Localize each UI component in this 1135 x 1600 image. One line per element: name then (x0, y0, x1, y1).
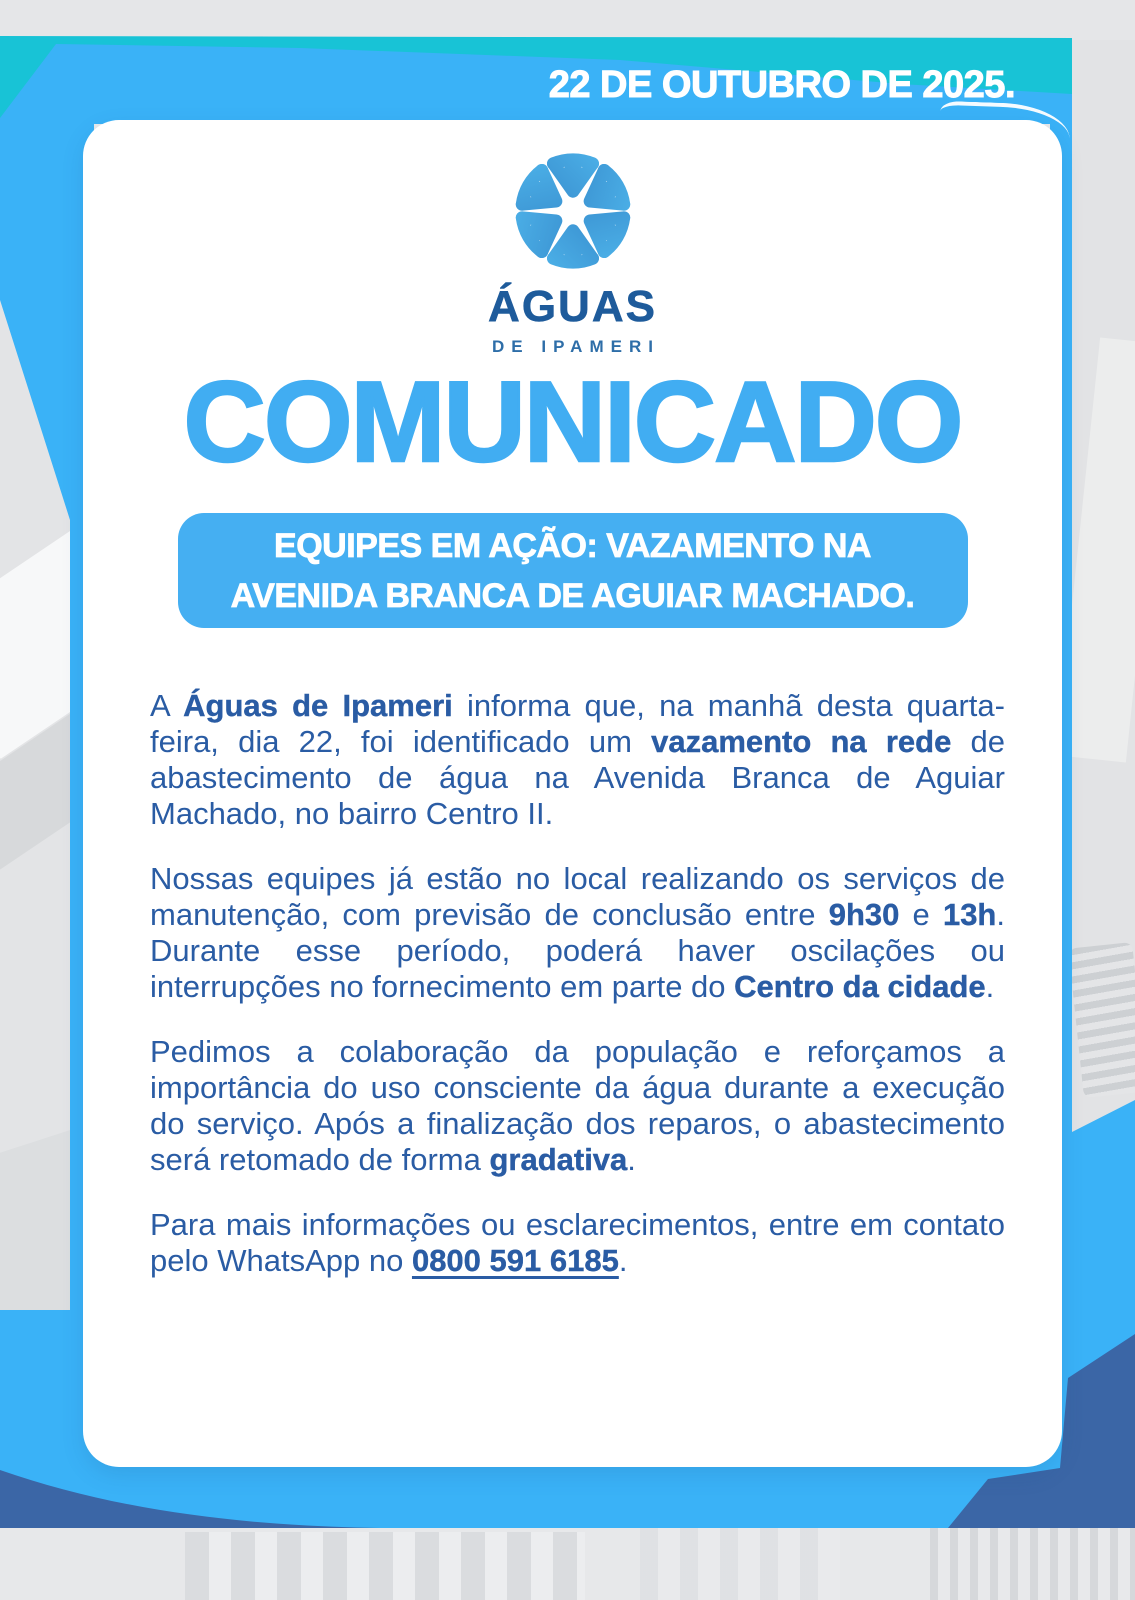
body-paragraph (150, 861, 1005, 1005)
aguas-logo-icon (506, 144, 640, 278)
text: Para mais informações ou esclarecimentos, entre em contato pelo WhatsApp no (150, 1207, 1005, 1278)
text: . (985, 969, 995, 1004)
text: . Durante esse período, poderá haver oscilações ou interrupções no fornecimento em parte do (150, 897, 1005, 1004)
text: A (150, 688, 184, 723)
text: de abastecimento de água na Avenida Branca de Aguiar Machado, no bairro Centro II. (150, 724, 1006, 831)
headline-banner (178, 513, 968, 628)
whatsapp-number-link[interactable]: 0800 591 6185 (411, 1243, 619, 1278)
building-window-louver (1072, 942, 1135, 1098)
logo-name: ÁGUAS (488, 282, 657, 331)
body-paragraph (150, 688, 1005, 832)
page-title: COMUNICADO (183, 359, 962, 486)
text: informa que, na manhã desta quarta-feira, dia 22, foi identificado um (150, 688, 1005, 759)
building-photo-top (0, 0, 1135, 40)
headline-line-2: AVENIDA BRANCA DE AGUIAR MACHADO. (230, 576, 915, 615)
logo-block (83, 144, 1062, 357)
body-paragraph (150, 1207, 1005, 1279)
text: . (618, 1243, 628, 1278)
bold-text: 13h (942, 897, 997, 932)
body-paragraph (150, 1034, 1005, 1178)
headline-line-1: EQUIPES EM AÇÃO: VAZAMENTO NA (274, 526, 871, 565)
bold-text: gradativa (489, 1142, 628, 1177)
bold-text: Centro da cidade (734, 969, 986, 1004)
bold-text: 9h30 (828, 897, 900, 932)
announcement-card (83, 120, 1062, 1467)
building-panel (1072, 337, 1135, 762)
paragraphs (83, 688, 1062, 1308)
text: Nossas equipes já estão no local realizando os serviços de manutenção, com previsão de conclusão entre (150, 861, 1005, 932)
bold-text: vazamento na rede (651, 724, 952, 759)
text: . (627, 1142, 636, 1177)
bold-text: Águas de Ipameri (183, 688, 453, 723)
logo-subname: DE IPAMERI (492, 337, 660, 356)
text: Pedimos a colaboração da população e reforçamos a importância do uso consciente da água durante a execução do serviço. Após a finalização dos reparos, o abastecimento será retomado de forma (150, 1034, 1005, 1177)
date-label: 22 DE OUTUBRO DE 2025. (548, 64, 1015, 106)
text: e (899, 897, 943, 932)
